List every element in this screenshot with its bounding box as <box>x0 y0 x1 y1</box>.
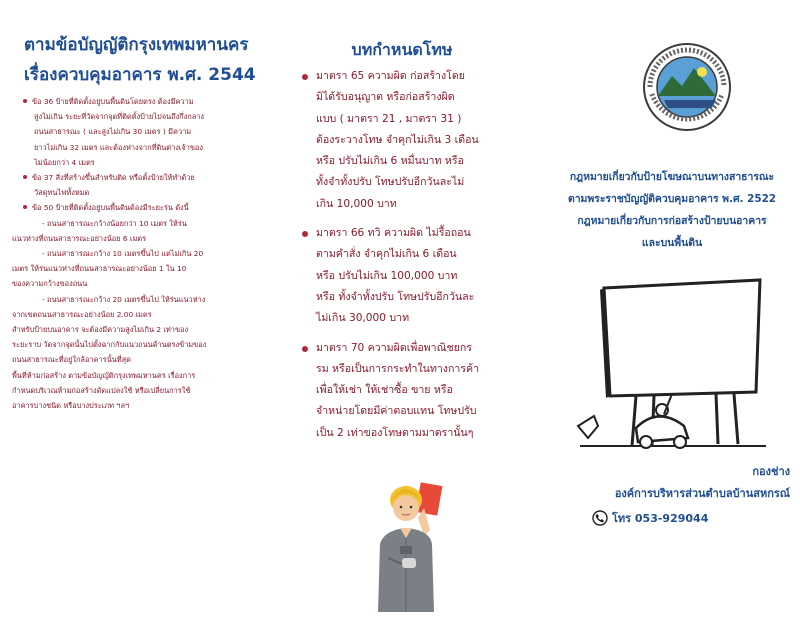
setback-3-line2: จากเขตถนนสาธารณะอย่างน้อย 2.00 เมตร <box>12 309 152 319</box>
setback-1-line2: แนวห่างที่ถนนสาธารณะอย่างน้อย 6 เมตร <box>12 233 147 243</box>
section-70 <box>302 338 520 444</box>
left-title-line2: เรื่องควบคุมอาคาร พ.ศ. 2544 <box>24 65 256 85</box>
left-title <box>24 30 264 90</box>
right-heading-line3: กฎหมายเกี่ยวกับการก่อสร้างป้ายบนอาคาร <box>577 215 767 227</box>
building-sign-line3: ถนนสาธารณะที่อยู่ใกล้อาคารนั้นที่สุด <box>12 355 131 365</box>
section-66-line5: ไม่เกิน 30,000 บาท <box>316 312 410 325</box>
building-sign-line1: สำหรับป้ายบนอาคาร จะต้องมีความสูงไม่เกิน 2 เท่าของ <box>12 325 189 335</box>
section-65-line6: ทั้งจำทั้งปรับ โทษปรับอีกวันละไม่ <box>316 176 465 189</box>
billboard-illustration-icon <box>576 276 768 452</box>
building-sign-line2: ระยะราบ วัดจากจุดนั้นไปตั้งฉากกับแนวถนนด้านตรงข้ามของ <box>12 340 207 350</box>
setback-2-line2: เมตร ให้ร่นแนวห่างที่ถนนสาธารณะอย่างน้อย 1 ใน 10 <box>12 264 187 274</box>
rule-36-line1: ข้อ 36 ป้ายที่ติดตั้งอยู่บนพื้นดินโดยตรง ต้องมีความ <box>12 94 264 109</box>
section-66-line2: ตามคำสั่ง จำคุกไม่เกิน 6 เดือน <box>316 248 457 261</box>
rule-36-line3: ถนนสาธารณะ ( และสูงไม่เกิน 30 เมตร ) มีความ <box>34 127 192 137</box>
prohibited-area-line3: อาคารบางชนิด หรือบางประเภท ฯลฯ <box>12 401 130 411</box>
section-70-line1: มาตรา 70 ความผิดเพื่อพาณิชยกร <box>316 341 472 354</box>
section-66-line3: หรือ ปรับไม่เกิน 100,000 บาท <box>316 269 458 282</box>
section-65-line1: มาตรา 65 ความผิด ก่อสร้างโดย <box>316 70 465 82</box>
left-panel <box>0 0 268 618</box>
organization-name: องค์การบริหารส่วนตำบลบ้านสหกรณ์ <box>614 487 790 500</box>
phone-icon <box>592 510 608 526</box>
rule-36-line5: ไม่น้อยกว่า 4 เมตร <box>34 157 95 167</box>
section-70-line2: รม หรือเป็นการกระทำในทางการค้า <box>316 362 480 375</box>
department-name: กองช่าง <box>752 465 790 478</box>
organization-seal-icon <box>642 42 732 132</box>
left-body <box>12 94 264 413</box>
section-65-line5: หรือ ปรับไม่เกิน 6 หมื่นบาท หรือ <box>316 155 464 168</box>
section-65-line3: แบบ ( มาตรา 21 , มาตรา 31 ) <box>316 112 462 125</box>
section-66-line1: มาตรา 66 ทวิ ความผิด ไม่รื้อถอน <box>316 227 471 240</box>
phone-number: โทร 053-929044 <box>612 512 709 525</box>
rule-37-line1: ข้อ 37 สิ่งที่สร้างขึ้นสำหรับติด หรือตั้งป้ายให้ทำด้วย <box>12 170 264 185</box>
setback-1-line1: - ถนนสาธารณะกว้างน้อยกว่า 10 เมตร ให้ร่น <box>42 218 187 228</box>
rule-36-line4: ยาวไม่เกิน 32 เมตร และต้องห่างจากที่ดินต่างเจ้าของ <box>34 142 203 152</box>
phone-contact <box>592 508 708 528</box>
right-heading-line2: ตามพระราชบัญญัติควบคุมอาคาร พ.ศ. 2522 <box>567 193 777 205</box>
penalties-body <box>302 66 520 444</box>
referee-red-card-icon <box>372 478 448 612</box>
left-title-line1: ตามข้อบัญญัติกรุงเทพมหานคร <box>24 35 249 55</box>
section-70-line5: เป็น 2 เท่าของโทษตามมาตรานั้นๆ <box>316 426 474 439</box>
rule-36-line2: สูงไม่เกิน ระยะที่วัดจากจุดที่ติดตั้งป้ายไปจนถึงกึ่งกลาง <box>34 112 205 122</box>
setback-2-line1: - ถนนสาธารณะกว้าง 10 เมตรขึ้นไป แต่ไม่เกิน 20 <box>42 249 204 259</box>
prohibited-area-line1: พื้นที่ห้ามก่อสร้าง ตามข้อบัญญัติกรุงเทพมหานคร เรื่องการ <box>12 370 196 380</box>
section-66-bis <box>302 223 520 329</box>
right-heading-line1: กฎหมายเกี่ยวกับป้ายโฆษณาบนทางสาธารณะ <box>569 171 775 183</box>
section-65-line2: มิได้รับอนุญาต หรือก่อสร้างผิด <box>316 91 455 104</box>
setback-2-line3: ของความกว้างของถนน <box>12 279 88 289</box>
section-65 <box>302 66 520 215</box>
section-70-line3: เพื่อให้เช่า ให้เช่าซื้อ ขาย หรือ <box>316 384 453 397</box>
rule-37-line2: วัสดุทนไฟทั้งหมด <box>34 188 90 198</box>
rule-50-line1: ข้อ 50 ป้ายที่ติดตั้งอยู่บนพื้นดินต้องมีระยะร่น ดังนี้ <box>12 200 264 215</box>
section-65-line4: ต้องระวางโทษ จำคุกไม่เกิน 3 เดือน <box>316 133 479 146</box>
right-heading <box>548 166 796 254</box>
right-heading-line4: และบนพื้นดิน <box>641 237 703 249</box>
penalties-title: บทกำหนดโทษ <box>351 40 453 59</box>
section-65-line7: เกิน 10,000 บาท <box>316 197 397 210</box>
prohibited-area-line2: กำหนดบริเวณห้ามก่อสร้างดัดแปลงใช้ หรือเปลี่ยนการใช้ <box>12 385 191 395</box>
section-70-line4: จำหน่ายโดยมีค่าตอบแทน โทษปรับ <box>316 405 477 418</box>
setback-3-line1: - ถนนสาธารณะกว้าง 20 เมตรขึ้นไป ให้ร่นแนวห่าง <box>42 294 206 304</box>
section-66-line4: หรือ ทั้งจำทั้งปรับ โทษปรับอีกวันละ <box>316 290 475 303</box>
